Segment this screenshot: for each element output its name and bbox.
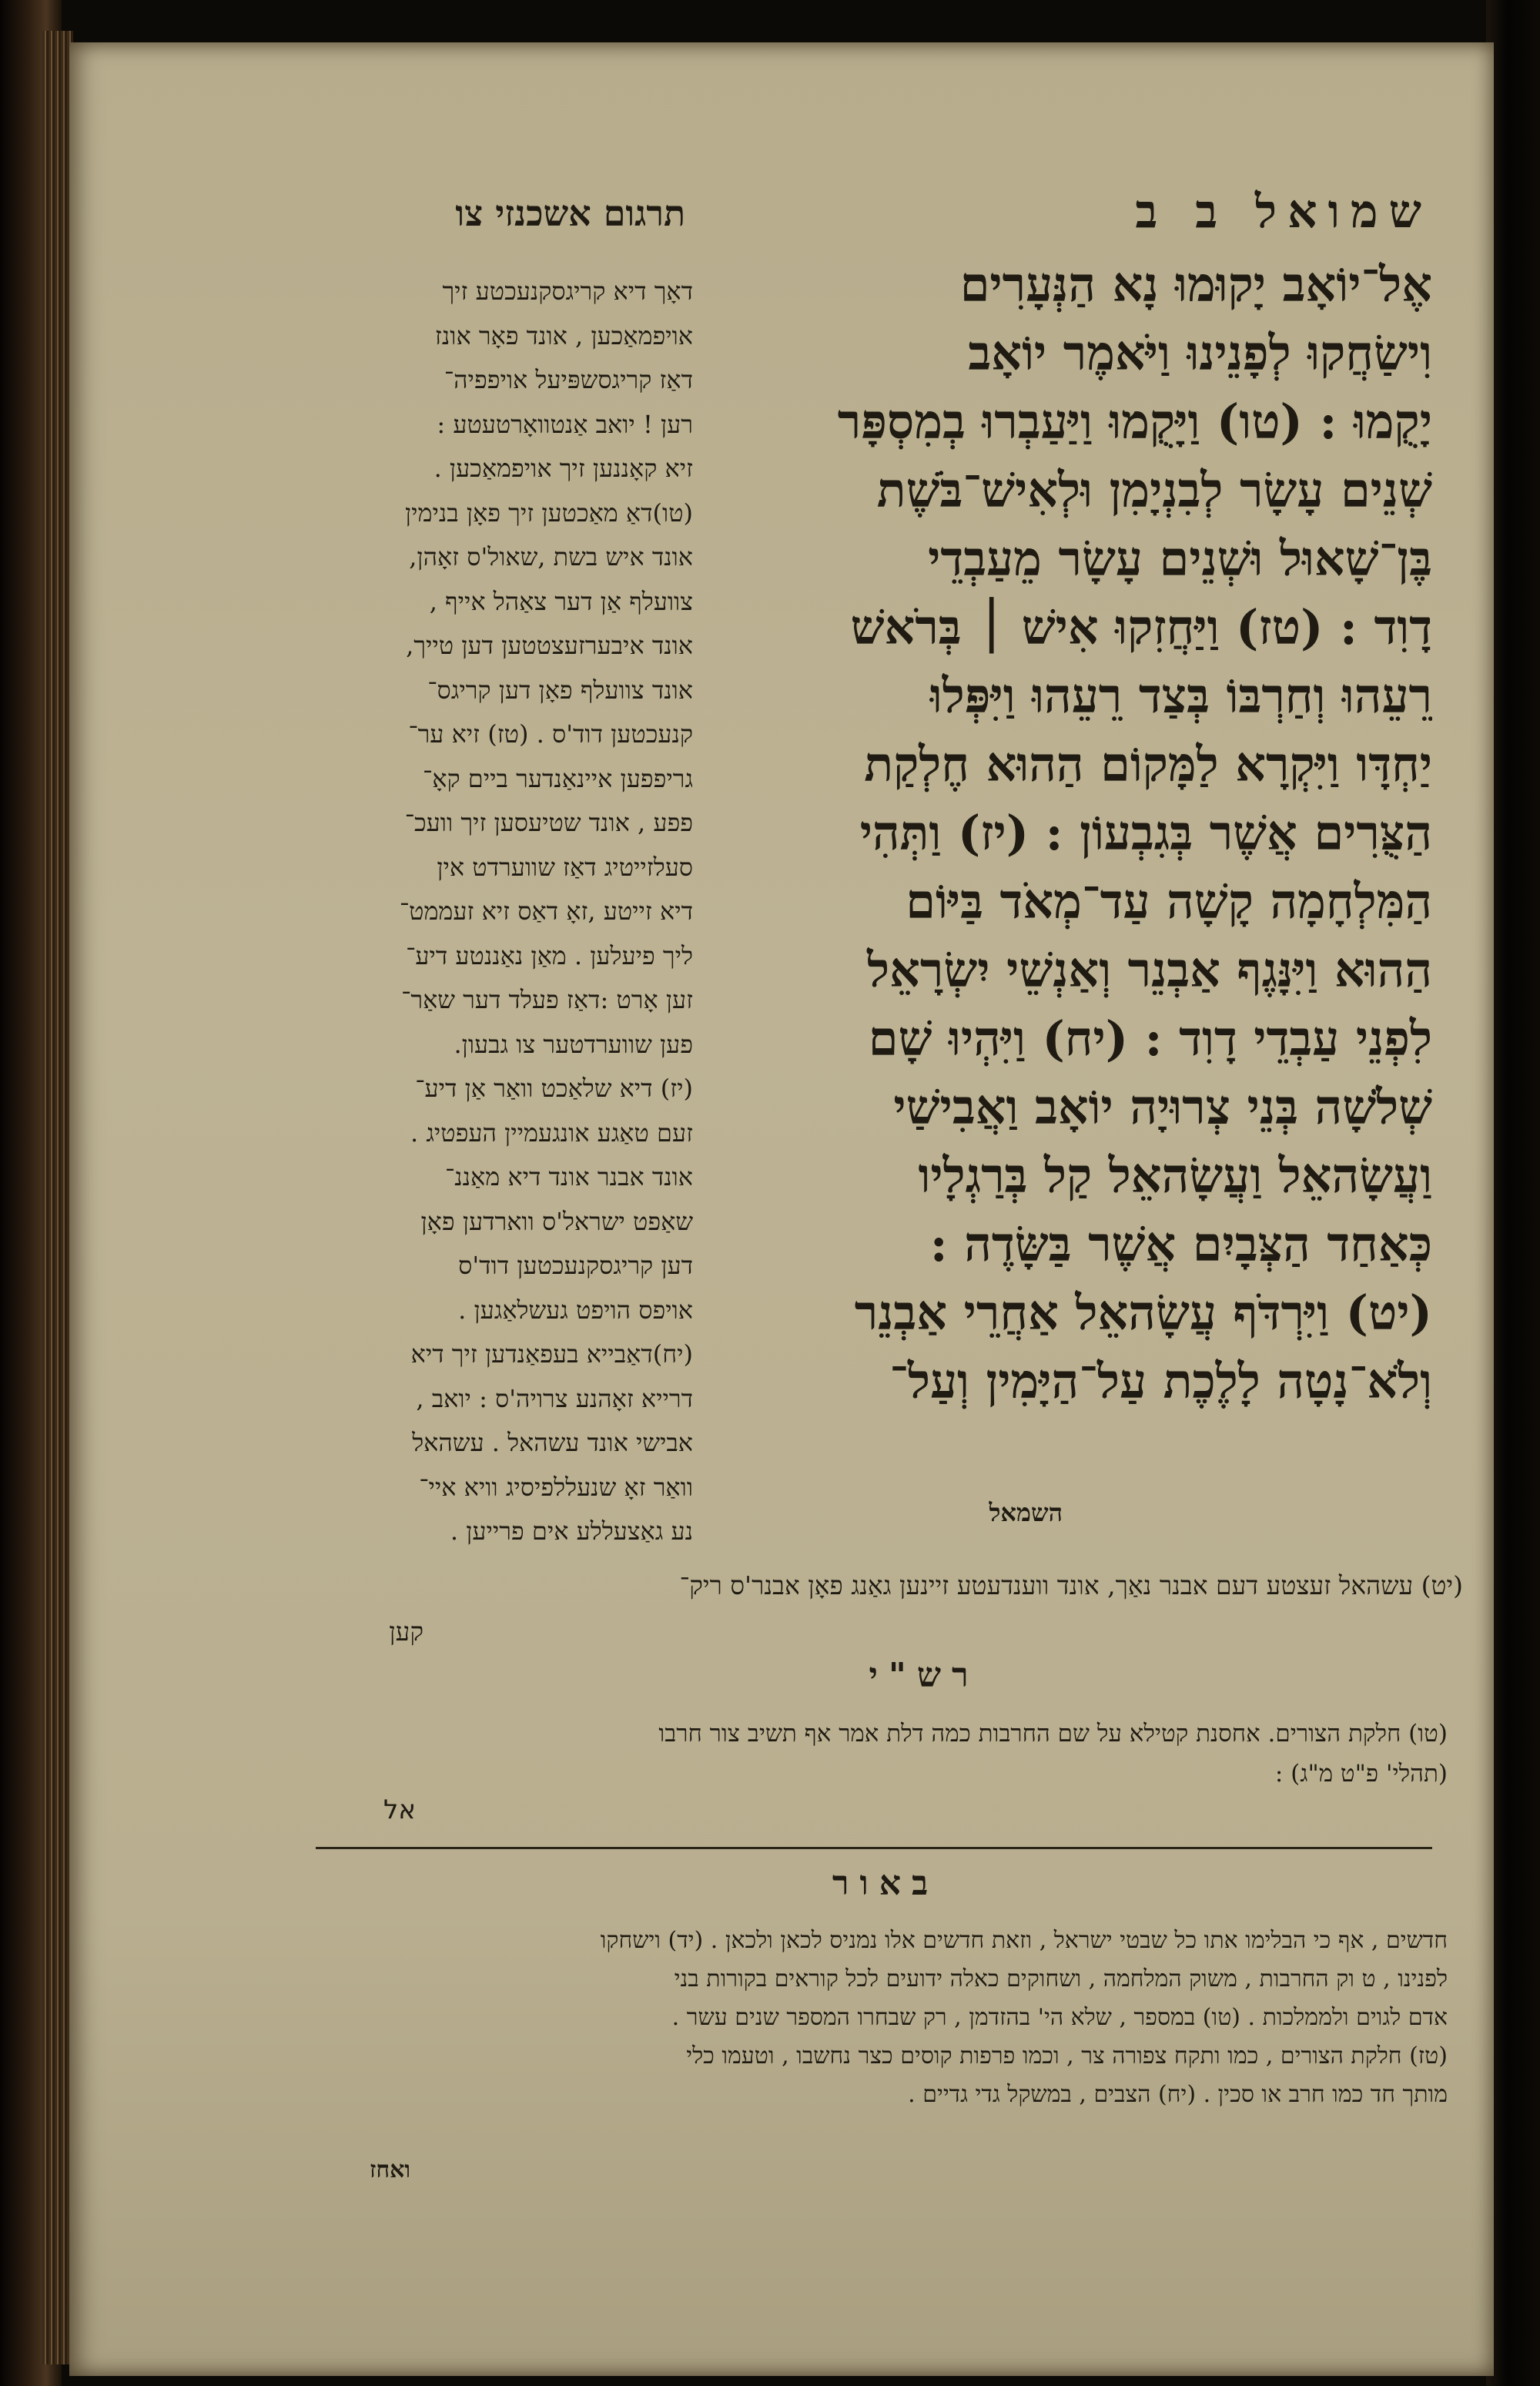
translation-line: (יז) דיא שלאַכט וואַר אַן דיע־ [415,1074,693,1103]
translation-line: אויפמאַכען , אונד פאָר אונז [434,320,693,350]
translation-column [277,270,693,1594]
catchword: השמאל [989,1498,1063,1527]
scripture-line: דָוִד : (טז) וַיַּחֲזִקוּ אִישׁ ׀ בְּרֹאשׁ [850,599,1432,655]
rashi-line: (תהלי' פ"ט מ"ג) : [1274,1760,1448,1788]
translation-line: אבישי אונד עשהאל . עשהאל [412,1428,693,1457]
running-header-book: שמואל ב ב [1135,185,1432,239]
rashi-heading: רש"י [869,1656,979,1695]
translation-footnote: (יט) עשהאל זעצטע דעם אבנר נאַך, אונד ווענדעטע זיינען גאַנג פאָן אבנר'ס ריק־ [679,1570,1463,1600]
translation-line: נע גאַצעללע אים פרייען . [450,1516,693,1546]
translation-line: זען אָרט :דאַז פעלד דער שאַר־ [401,985,693,1014]
rashi-line: (טו) חלקת הצורים. אחסנת קטילא על שם החרבות כמה דלת אמר אף תשיב צור חרבו [658,1720,1448,1748]
bottom-catchword: ואחז [370,2156,411,2183]
translation-line: זיא קאָננען זיך אויפמאַכען . [434,454,693,483]
beur-heading: באור [832,1864,939,1903]
beur-commentary [308,1922,1448,2130]
scripture-column [693,250,1432,1459]
scripture-line: הַצֻּרִים אֲשֶׁר בְּגִבְעוֹן : (יז) וַתְּהִי [859,805,1432,861]
scripture-line: וְלֹא־נָטָה לָלֶכֶת עַל־הַיָּמִין וְעַל־ [889,1353,1432,1409]
translation-line: אונד איבערזעצטטען דען טייך, [406,631,693,660]
facing-page-edge [1486,0,1540,2386]
translation-line: וואַר זאָ שנעללפיסיג וויא איי־ [419,1472,693,1502]
translation-line: פען שווערדטער צו גבעון. [454,1029,693,1059]
scripture-line: רֵעֵהוּ וְחַרְבּוֹ בְּצַד רֵעֵהוּ וַיִּפְּלוּ [929,668,1432,724]
scripture-line: (יט) וַיִּרְדֹּף עֲשָׂהאֵל אַחֲרֵי אַבְנֵר [854,1285,1432,1341]
translation-line: אונד צוועלף פאָן דען קריגס־ [427,675,693,705]
scripture-line: כְּאַחַד הַצְּבָיִם אֲשֶׁר בַּשָּׂדֶה : [929,1216,1432,1272]
scripture-line: יָקֻמוּ : (טו) וַיָּקֻמוּ וַיַּעַבְרוּ בְמִסְפָּר [837,394,1432,450]
translation-footnote-continuation: קען [389,1617,424,1647]
translation-line: דיא זייטע ,זאָ דאַס זיא זעממט־ [399,896,693,926]
translation-line: פפע , אונד שטיעסען זיך וועכ־ [404,808,693,837]
translation-line: ליך פיעלען . מאַן נאַננטע דיע־ [406,940,693,970]
translation-line: סעלזייטיג דאַז שווערדט אין [437,852,693,882]
signature-mark: אל [383,1795,416,1825]
running-header-translation: תרגום אשכנזי צו [455,193,685,234]
translation-line: קנעכטען דוד'ס . (טז) זיא ער־ [408,719,693,749]
translation-line: דאָך דיא קריגסקנעכטע זיך [442,276,693,306]
translation-line: (יח)דאַבייא בעפאַנדען זיך דיא [410,1339,693,1369]
rashi-commentary [308,1714,1448,1821]
translation-line: שאַפט ישראל'ס ווארדען פאָן [420,1206,693,1236]
translation-line: זעם טאַגע אונגעמיין העפטיג . [410,1118,693,1148]
section-divider [316,1847,1432,1849]
translation-line: דרייא זאָהנע צרויה'ס : יואב , [416,1383,693,1413]
scripture-line: הַהוּא וַיִּנָּגֶף אַבְנֵר וְאַנְשֵׁי יִשְׂרָאֵל [867,942,1432,998]
scripture-line: יַחְדָּו וַיִּקְרָא לַמָּקוֹם הַהוּא חֶלְקַת [864,736,1432,793]
scripture-line: אֶל־יוֹאָב יָקוּמוּ נָא הַנְּעָרִים [959,256,1432,313]
translation-line: גריפפען איינאַנדער ביים קאָ־ [423,763,693,793]
scripture-line: שְׁלֹשָׁה בְּנֵי צְרוּיָה יוֹאָב וַאֲבִישַׁי [893,1079,1432,1135]
beur-line: חדשים , אף כי הבלימו אתו כל שבטי ישראל , וזאת חדשים אלו נמניס לכאן ולכאן . (יד) וישחקו [600,1927,1448,1954]
beur-line: מותך חד כמו חרב או סכין . (יח) הצבים , במשקל גדי גדיים . [908,2081,1448,2108]
scripture-line: וִישַׂחֲקוּ לְפָנֵינוּ וַיֹּאמֶר יוֹאָב [968,325,1432,381]
beur-line: אדם לגוים ולממלכות . (טו) במספר , שלא הי' בהזדמן , רק שבחרו המספר שנים עשר . [671,2004,1448,2031]
translation-line: אונד איש בשת ,שאול'ס זאָהן, [409,542,693,571]
scripture-line: בֶּן־שָׁאוּל וּשְׁנֵים עָשָׂר מֵעַבְדֵי [928,531,1432,587]
scripture-line: הַמִּלְחָמָה קָשָׁה עַד־מְאֹד בַּיּוֹם [906,873,1432,930]
translation-line: אויפס הויפט געשלאַגען . [458,1295,693,1325]
translation-line: רען ! יואב אַנטוואָרטעטע : [437,409,693,439]
translation-line: (טו)דאַ מאַכטען זיך פאָן בנימין [404,498,693,528]
beur-line: לפנינו , ט וק החרבות , משוק המלחמה , ושחוקים כאלה ידועים לכל קוראים בקורות בני [674,1965,1448,1992]
translation-line: אונד אבנר אונד דיא מאַננ־ [444,1162,693,1191]
scripture-line: לִפְנֵי עַבְדֵי דָוִד : (יח) וַיִּהְיוּ שָׁם [868,1010,1432,1067]
translation-line: צוועלף אַן דער צאַהל אייף , [429,586,693,616]
scripture-line: שְׁנֵים עָשָׂר לְבִנְיָמִן וּלְאִישׁ־בֹּשֶׁת [876,462,1432,518]
beur-line: (טז) חלקת הצורים , כמו ותקח צפורה צר , וכמו פרפות קוסים כצר נחשבו , וטעמו כלי [686,2043,1448,2069]
translation-line: דאַז קריגסשפּיעל אויפפיה־ [444,365,693,394]
scripture-line: וַעֲשָׂהאֵל וַעֲשָׂהאֵל קַל בְּרַגְלָיו [918,1148,1432,1204]
translation-line: דען קריגסקנעכטען דוד'ס [458,1251,693,1280]
page-edges [42,31,73,2364]
